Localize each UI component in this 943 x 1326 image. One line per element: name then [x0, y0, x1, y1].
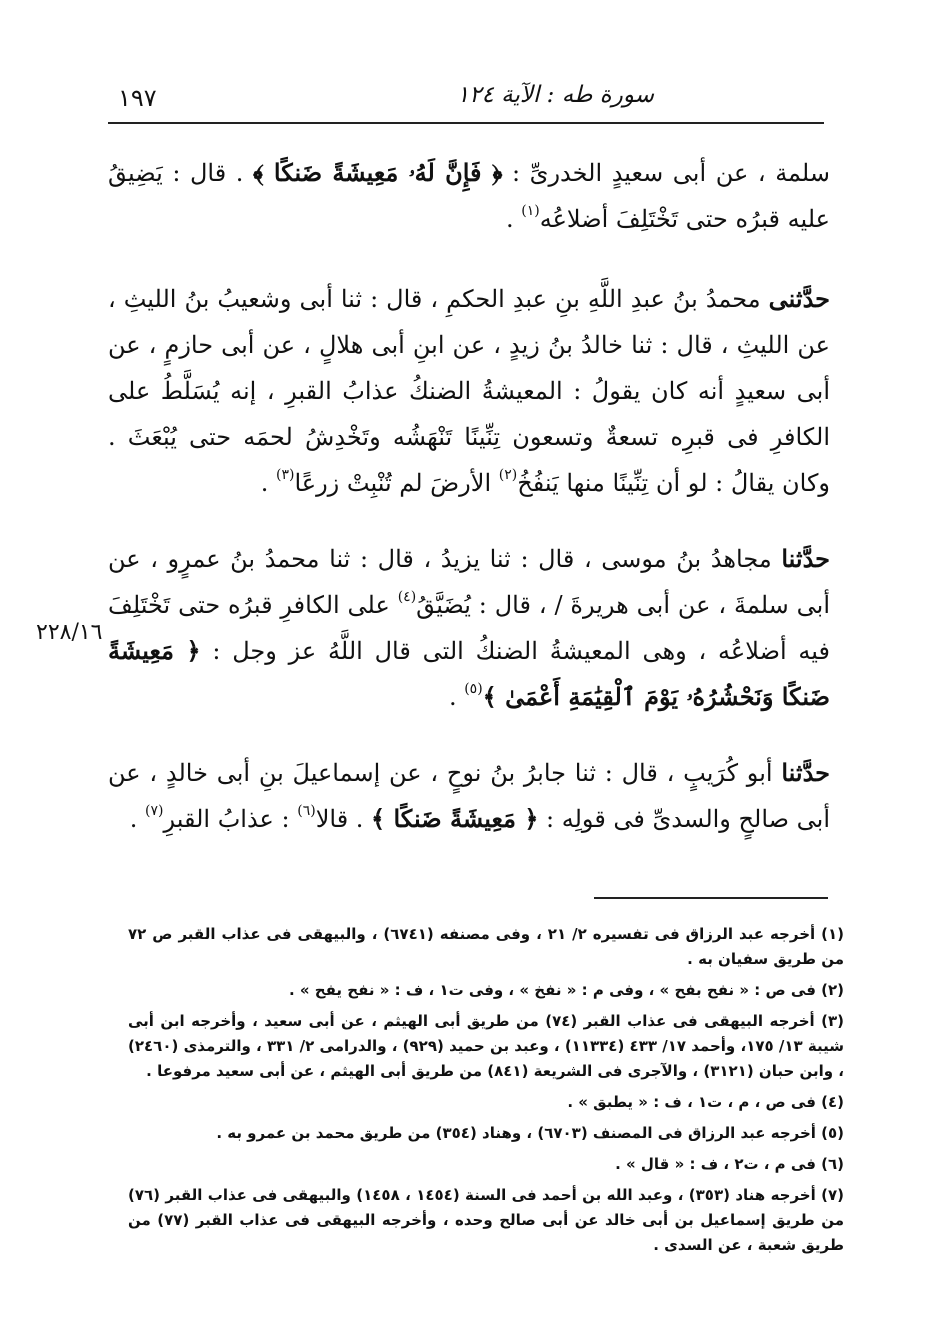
- text-run: .: [129, 805, 145, 833]
- footnote-ref: (٣): [275, 467, 295, 483]
- footnote-7: (٧) أخرجه هناد (٣٥٣) ، وعبد الله بن أحمد فى السنة (١٤٥٤ ، ١٤٥٨) والبيهقى فى عذاب القبر (٧٦) من طريق إسماعيل بن أبى خالد عن أبى صالح وحده ، وأخرجه البيهقى فى عذاب القبر (٧٧) من طريق شعبة ، عن السدى .: [128, 1186, 844, 1254]
- page-number: ١٩٧: [118, 84, 157, 112]
- footnote-ref: (٥): [464, 681, 483, 697]
- footnote-3: (٣) أخرجه البيهقى فى عذاب القبر (٧٤) من طريق أبى الهيثم ، عن أبى سعيد ، وأخرجه ابن أبى شيبة ١٣/ ١٧٥، وأحمد ١٧/ ٤٣٣ (١١٣٣٤) ، وعبد بن حميد (٩٢٩) ، والدرامى ٢/ ٣٣١ ، والترمذى (٢٤٦٠) ، وابن حبان (٣١٢١) ، والآجرى فى الشريعة (٨٤١) من طريق أبى الهيثم ، عن أبى سعيد مرفوعا .: [128, 1012, 844, 1080]
- paragraph-1: [108, 150, 830, 242]
- paragraph-4: [108, 750, 830, 842]
- footnote-rule: [594, 897, 828, 899]
- footnote-ref: (١): [521, 203, 540, 219]
- quran-quote: ﴿ فَإِنَّ لَهُۥ مَعِيشَةً ضَنكًا ﴾: [252, 158, 503, 187]
- main-text: [108, 150, 830, 872]
- hadith-lead-word: حدَّثنا: [781, 758, 830, 787]
- text-run: : عذابُ القبرِ: [163, 805, 298, 833]
- footnote-ref: (٢): [498, 467, 518, 483]
- running-title: سورة طه : الآية ١٢٤: [456, 82, 654, 108]
- text-run: . قال : يَضِيقُ عليه قبرُه حتى تَخْتَلِفَ أضلاعُه: [108, 159, 830, 233]
- text-run: مجاهدُ بنُ موسى ، قال : ثنا يزيدُ ، قال : ثنا محمدُ بنُ عمرٍو ، عن أبى سلمةَ ، عن أبى هريرةَ / ، قال : يُضَيَّقُ: [108, 545, 830, 619]
- footnote-ref: (٤): [397, 589, 417, 605]
- hadith-lead-word: حدَّثنا: [781, 544, 830, 573]
- footnote-4: (٤) فى ص ، م ، ت١ ، ف : « يطبق » .: [567, 1093, 844, 1111]
- footnotes: [128, 922, 844, 1264]
- paragraph-3: [108, 536, 830, 720]
- footnote-2: (٢) فى ص : « نفح بفح » ، وفى م : « نفخ » ، وفى ت١ ، ف : « نفح يفح » .: [288, 981, 844, 999]
- footnote-6: (٦) فى م ، ت٢ ، ف : « قال » .: [615, 1155, 844, 1173]
- text-run: .: [506, 205, 522, 233]
- text-run: . قالا: [315, 805, 372, 833]
- page-header: [108, 80, 824, 120]
- text-run: على الكافرِ قبرُه حتى تَخْتَلِفَ فيه أضلاعُه ، وهى المعيشةُ الضنكُ التى قال اللَّهُ عز وجل :: [108, 591, 830, 665]
- hadith-lead-word: حدَّثنى: [768, 284, 830, 313]
- header-rule: [108, 122, 824, 124]
- text-run: سلمة ، عن أبى سعيدٍ الخدرىِّ :: [502, 159, 830, 187]
- footnote-1: (١) أخرجه عبد الرزاق فى تفسيره ٢/ ٢١ ، وفى مصنفه (٦٧٤١) ، والبيهقى فى عذاب القبر ص ٧٢ من طريق سفيان به .: [128, 925, 845, 968]
- footnote-ref: (٧): [144, 803, 164, 819]
- paragraph-2: [108, 276, 830, 506]
- margin-page-reference: ٢٢٨/١٦: [36, 620, 103, 645]
- quran-quote: ﴿ مَعِيشَةً ضَنكًا وَنَحْشُرُهُۥ يَوْمَ ٱلْقِيَٰمَةِ أَعْمَىٰ ﴾: [108, 636, 830, 711]
- text-run: أبو كُرَيبٍ ، قال : ثنا جابرُ بنُ نوحٍ ، عن إسماعيلَ بنِ أبى خالدٍ ، عن أبى صالحٍ والسدىِّ فى قولِه :: [108, 759, 830, 833]
- text-run: .: [448, 683, 465, 711]
- footnote-5: (٥) أخرجه عبد الرزاق فى المصنف (٦٧٠٣) ، وهناد (٣٥٤) من طريق محمد بن عمرو به .: [216, 1124, 844, 1142]
- quran-quote: ﴿ مَعِيشَةً ضَنكًا ﴾: [371, 804, 539, 833]
- text-run: .: [260, 469, 276, 497]
- text-run: محمدُ بنُ عبدِ اللَّهِ بنِ عبدِ الحكمِ ، قال : ثنا أبى وشعيبُ بنُ الليثِ ، عن الليثِ ، قال : ثنا خالدُ بنُ زيدٍ ، عن ابنِ أبى هلالٍ ، عن أبى حازمٍ ، عن أبى سعيدٍ أنه كان يقولُ : المعيشةُ الضنكُ عذابُ القبرِ ، إنه يُسَلَّطُ على الكافرِ فى قبرِه تسعةٌ وتسعون تِنِّينًا تَنْهَشُه وتَخْدِشُ لحمَه حتى يُبْعَثَ . وكان يقالُ : لو أن تِنِّينًا منها يَنفُخُ: [108, 285, 830, 497]
- footnote-ref: (٦): [297, 803, 316, 819]
- text-run: الأرضَ لم تُنْبِتْ زرعًا: [294, 469, 499, 497]
